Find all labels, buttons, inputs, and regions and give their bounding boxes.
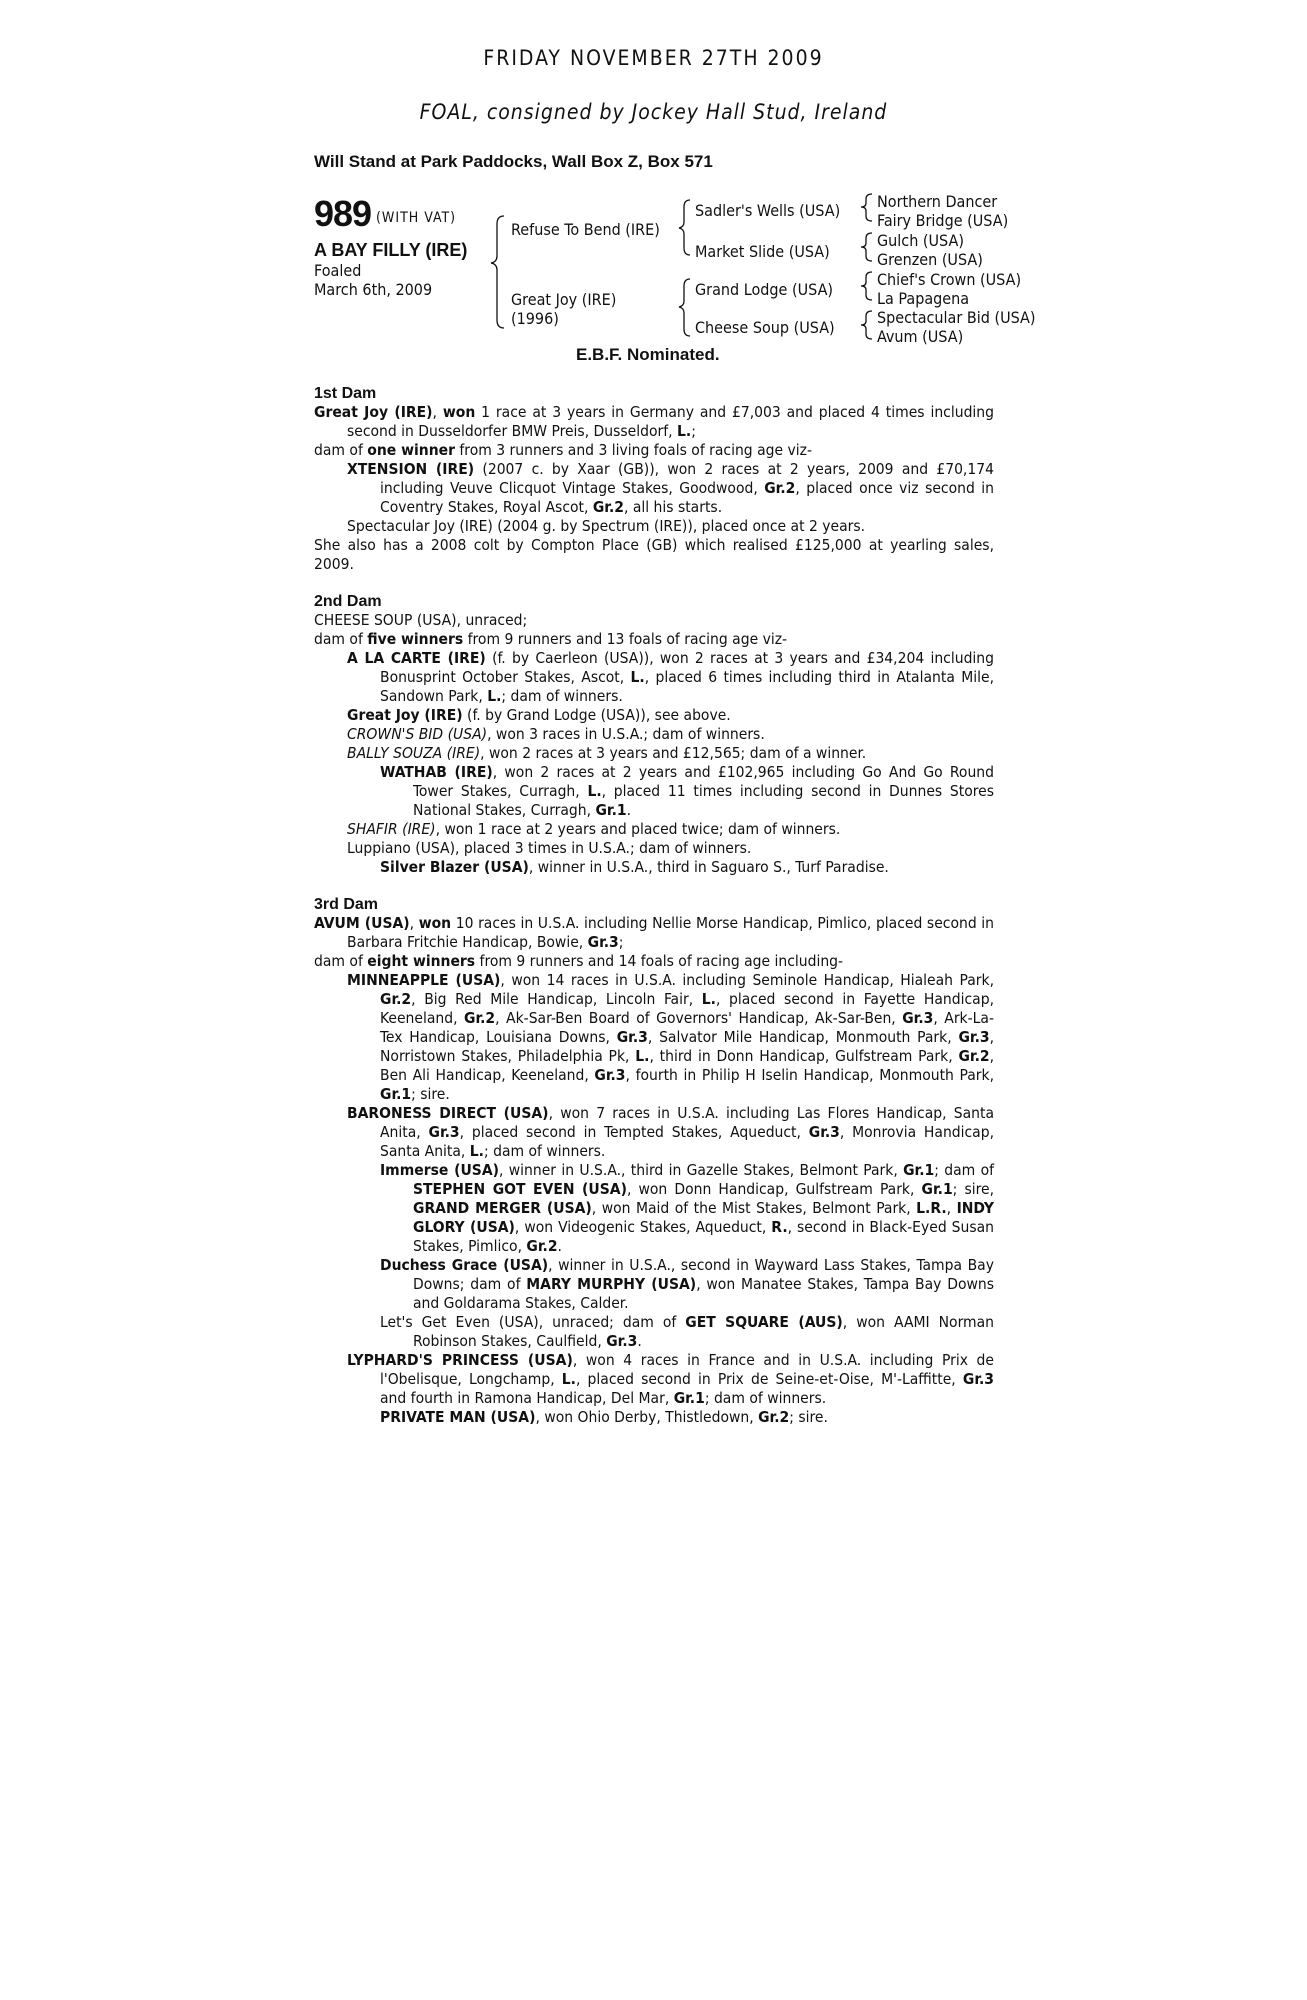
- first-dam-produce-summary: dam of one winner from 3 runners and 3 living foals of racing age viz-: [314, 441, 812, 459]
- third-dam-heading: 3rd Dam: [314, 896, 379, 913]
- produce-baroness-direct: BARONESS DIRECT (USA), won 7 races in U.S.A. including Las Flores Handicap, Santa Anita, Gr.3, placed second in Tempted Stakes, Aqueduct, Gr.3, Monrovia Handicap, Santa Anita, L.; dam of winners.: [347, 1104, 995, 1160]
- box-location: Will Stand at Park Paddocks, Wall Box Z, Box 571: [314, 152, 713, 171]
- pedigree-grandsire-1: Sadler's Wells (USA): [695, 201, 841, 220]
- first-dam-text: 1 race at 3 years in Germany and £7,003 and placed 4 times including second in Dusseldorfer BMW Preis, Dusseldorf,: [347, 403, 994, 440]
- pedigree-gg-4: Grenzen (USA): [877, 250, 983, 269]
- vat-label: (WITH VAT): [376, 210, 457, 226]
- produce-bally-souza: BALLY SOUZA (IRE), won 2 races at 3 years and £12,565; dam of a winner.: [347, 744, 867, 762]
- listed-badge: L.: [677, 422, 692, 440]
- pedigree-gg-3: Gulch (USA): [877, 231, 964, 250]
- produce-immerse: Immerse (USA), winner in U.S.A., third in Gazelle Stakes, Belmont Park, Gr.1; dam of STEPHEN GOT EVEN (USA), won Donn Handicap, Gulfstream Park, Gr.1; sire, GRAND MERGER (USA), won Maid of the Mist Stakes, Belmont Park, L.R., INDY GLORY (USA), won Videogenic Stakes, Aqueduct, R., second in Black-Eyed Susan Stakes, Pimlico, Gr.2.: [380, 1161, 995, 1255]
- catalogue-body: [314, 384, 994, 1427]
- foaled-date: March 6th, 2009: [314, 280, 433, 299]
- third-dam-record: AVUM (USA), won 10 races in U.S.A. including Nellie Morse Handicap, Pimlico, placed second in Barbara Fritchie Handicap, Bowie, Gr.3;: [314, 914, 994, 951]
- produce-great-joy: Great Joy (IRE) (f. by Grand Lodge (USA)), see above.: [347, 706, 731, 724]
- produce-luppiano: Luppiano (USA), placed 3 times in U.S.A.; dam of winners.: [347, 839, 752, 857]
- horse-name: A BAY FILLY (IRE): [314, 240, 468, 260]
- first-dam-record: Great Joy (IRE), won 1 race at 3 years in Germany and £7,003 and placed 4 times including second in Dusseldorfer BMW Preis, Dusseldorf, L.;: [314, 403, 994, 440]
- second-dam-produce-summary: dam of five winners from 9 runners and 13 foals of racing age viz-: [314, 630, 788, 648]
- produce-xtension: XTENSION (IRE) (2007 c. by Xaar (GB)), won 2 races at 2 years, 2009 and £70,174 including Veuve Clicquot Vintage Stakes, Goodwood, Gr.2, placed once viz second in Coventry Stakes, Royal Ascot, Gr.2, all his starts.: [347, 460, 994, 516]
- produce-wathab: WATHAB (IRE), won 2 races at 2 years and £102,965 including Go And Go Round Tower Stakes, Curragh, L., placed 11 times including second in Dunnes Stores National Stakes, Curragh, Gr.1.: [380, 763, 994, 819]
- produce-lets-get-even: Let's Get Even (USA), unraced; dam of GET SQUARE (AUS), won AAMI Norman Robinson Stakes, Caulfield, Gr.3.: [380, 1313, 994, 1350]
- pedigree-gg-6: La Papagena: [877, 289, 970, 308]
- pedigree-gg-1: Northern Dancer: [877, 192, 998, 211]
- produce-crowns-bid: CROWN'S BID (USA), won 3 races in U.S.A.; dam of winners.: [347, 725, 765, 743]
- pedigree-gg-2: Fairy Bridge (USA): [877, 211, 1009, 230]
- pedigree-gg-7: Spectacular Bid (USA): [877, 308, 1036, 327]
- pedigree-gg-8: Avum (USA): [877, 327, 964, 346]
- pedigree-dam-year: (1996): [511, 309, 559, 328]
- sale-date: FRIDAY NOVEMBER 27TH 2009: [483, 46, 824, 70]
- first-dam-end: ;: [691, 422, 696, 440]
- pedigree-braces: [0, 0, 1307, 360]
- pedigree-gg-5: Chief's Crown (USA): [877, 270, 1022, 289]
- second-dam-heading: 2nd Dam: [314, 593, 382, 610]
- produce-lyphards-princess: LYPHARD'S PRINCESS (USA), won 4 races in France and in U.S.A. including Prix de l'Obelisque, Longchamp, L., placed second in Prix de Seine-et-Oise, M'-Laffitte, Gr.3 and fourth in Ramona Handicap, Del Mar, Gr.1; dam of winners.: [347, 1351, 994, 1407]
- produce-spectacular-joy: Spectacular Joy (IRE) (2004 g. by Spectrum (IRE)), placed once at 2 years.: [347, 517, 866, 535]
- second-dam-record: CHEESE SOUP (USA), unraced;: [314, 611, 528, 629]
- consignment-line: FOAL, consigned by Jockey Hall Stud, Ireland: [419, 100, 888, 124]
- lot-number: 989: [314, 193, 372, 234]
- produce-minneapple: MINNEAPPLE (USA), won 14 races in U.S.A. including Seminole Handicap, Hialeah Park, Gr.2, Big Red Mile Handicap, Lincoln Fair, L., placed second in Fayette Handicap, Keeneland, Gr.2, Ak-Sar-Ben Board of Governors' Handicap, Ak-Sar-Ben, Gr.3, Ark-La-Tex Handicap, Louisiana Downs, Gr.3, Salvator Mile Handicap, Monmouth Park, Gr.3, Norristown Stakes, Philadelphia Pk, L., third in Donn Handicap, Gulfstream Park, Gr.2, Ben Ali Handicap, Keeneland, Gr.3, fourth in Philip H Iselin Handicap, Monmouth Park, Gr.1; sire.: [347, 971, 995, 1103]
- produce-a-la-carte: A LA CARTE (IRE) (f. by Caerleon (USA)), won 2 races at 3 years and £34,204 including Bonusprint October Stakes, Ascot, L., placed 6 times including third in Atalanta Mile, Sandown Park, L.; dam of winners.: [347, 649, 994, 705]
- produce-duchess-grace: Duchess Grace (USA), winner in U.S.A., second in Wayward Lass Stakes, Tampa Bay Downs; dam of MARY MURPHY (USA), won Manatee Stakes, Tampa Bay Downs and Goldarama Stakes, Calder.: [380, 1256, 994, 1312]
- third-dam-produce-summary: dam of eight winners from 9 runners and 14 foals of racing age including-: [314, 952, 844, 970]
- pedigree-dam: Great Joy (IRE): [511, 290, 617, 309]
- first-dam-also: She also has a 2008 colt by Compton Place (GB) which realised £125,000 at yearling sales, 2009.: [314, 536, 994, 573]
- first-dam-won: won: [442, 403, 476, 421]
- first-dam-name: Great Joy (IRE): [314, 403, 433, 421]
- pedigree-granddam-2: Cheese Soup (USA): [695, 318, 835, 337]
- produce-shafir: SHAFIR (IRE), won 1 race at 2 years and placed twice; dam of winners.: [347, 820, 841, 838]
- pedigree-sire: Refuse To Bend (IRE): [511, 220, 660, 239]
- pedigree-grandsire-2: Grand Lodge (USA): [695, 280, 834, 299]
- foaled-label: Foaled: [314, 261, 362, 280]
- produce-silver-blazer: Silver Blazer (USA), winner in U.S.A., third in Saguaro S., Turf Paradise.: [380, 858, 889, 876]
- first-dam-heading: 1st Dam: [314, 385, 377, 402]
- produce-private-man: PRIVATE MAN (USA), won Ohio Derby, Thistledown, Gr.2; sire.: [380, 1408, 828, 1426]
- ebf-nomination: E.B.F. Nominated.: [576, 345, 720, 364]
- pedigree-granddam-1: Market Slide (USA): [695, 242, 830, 261]
